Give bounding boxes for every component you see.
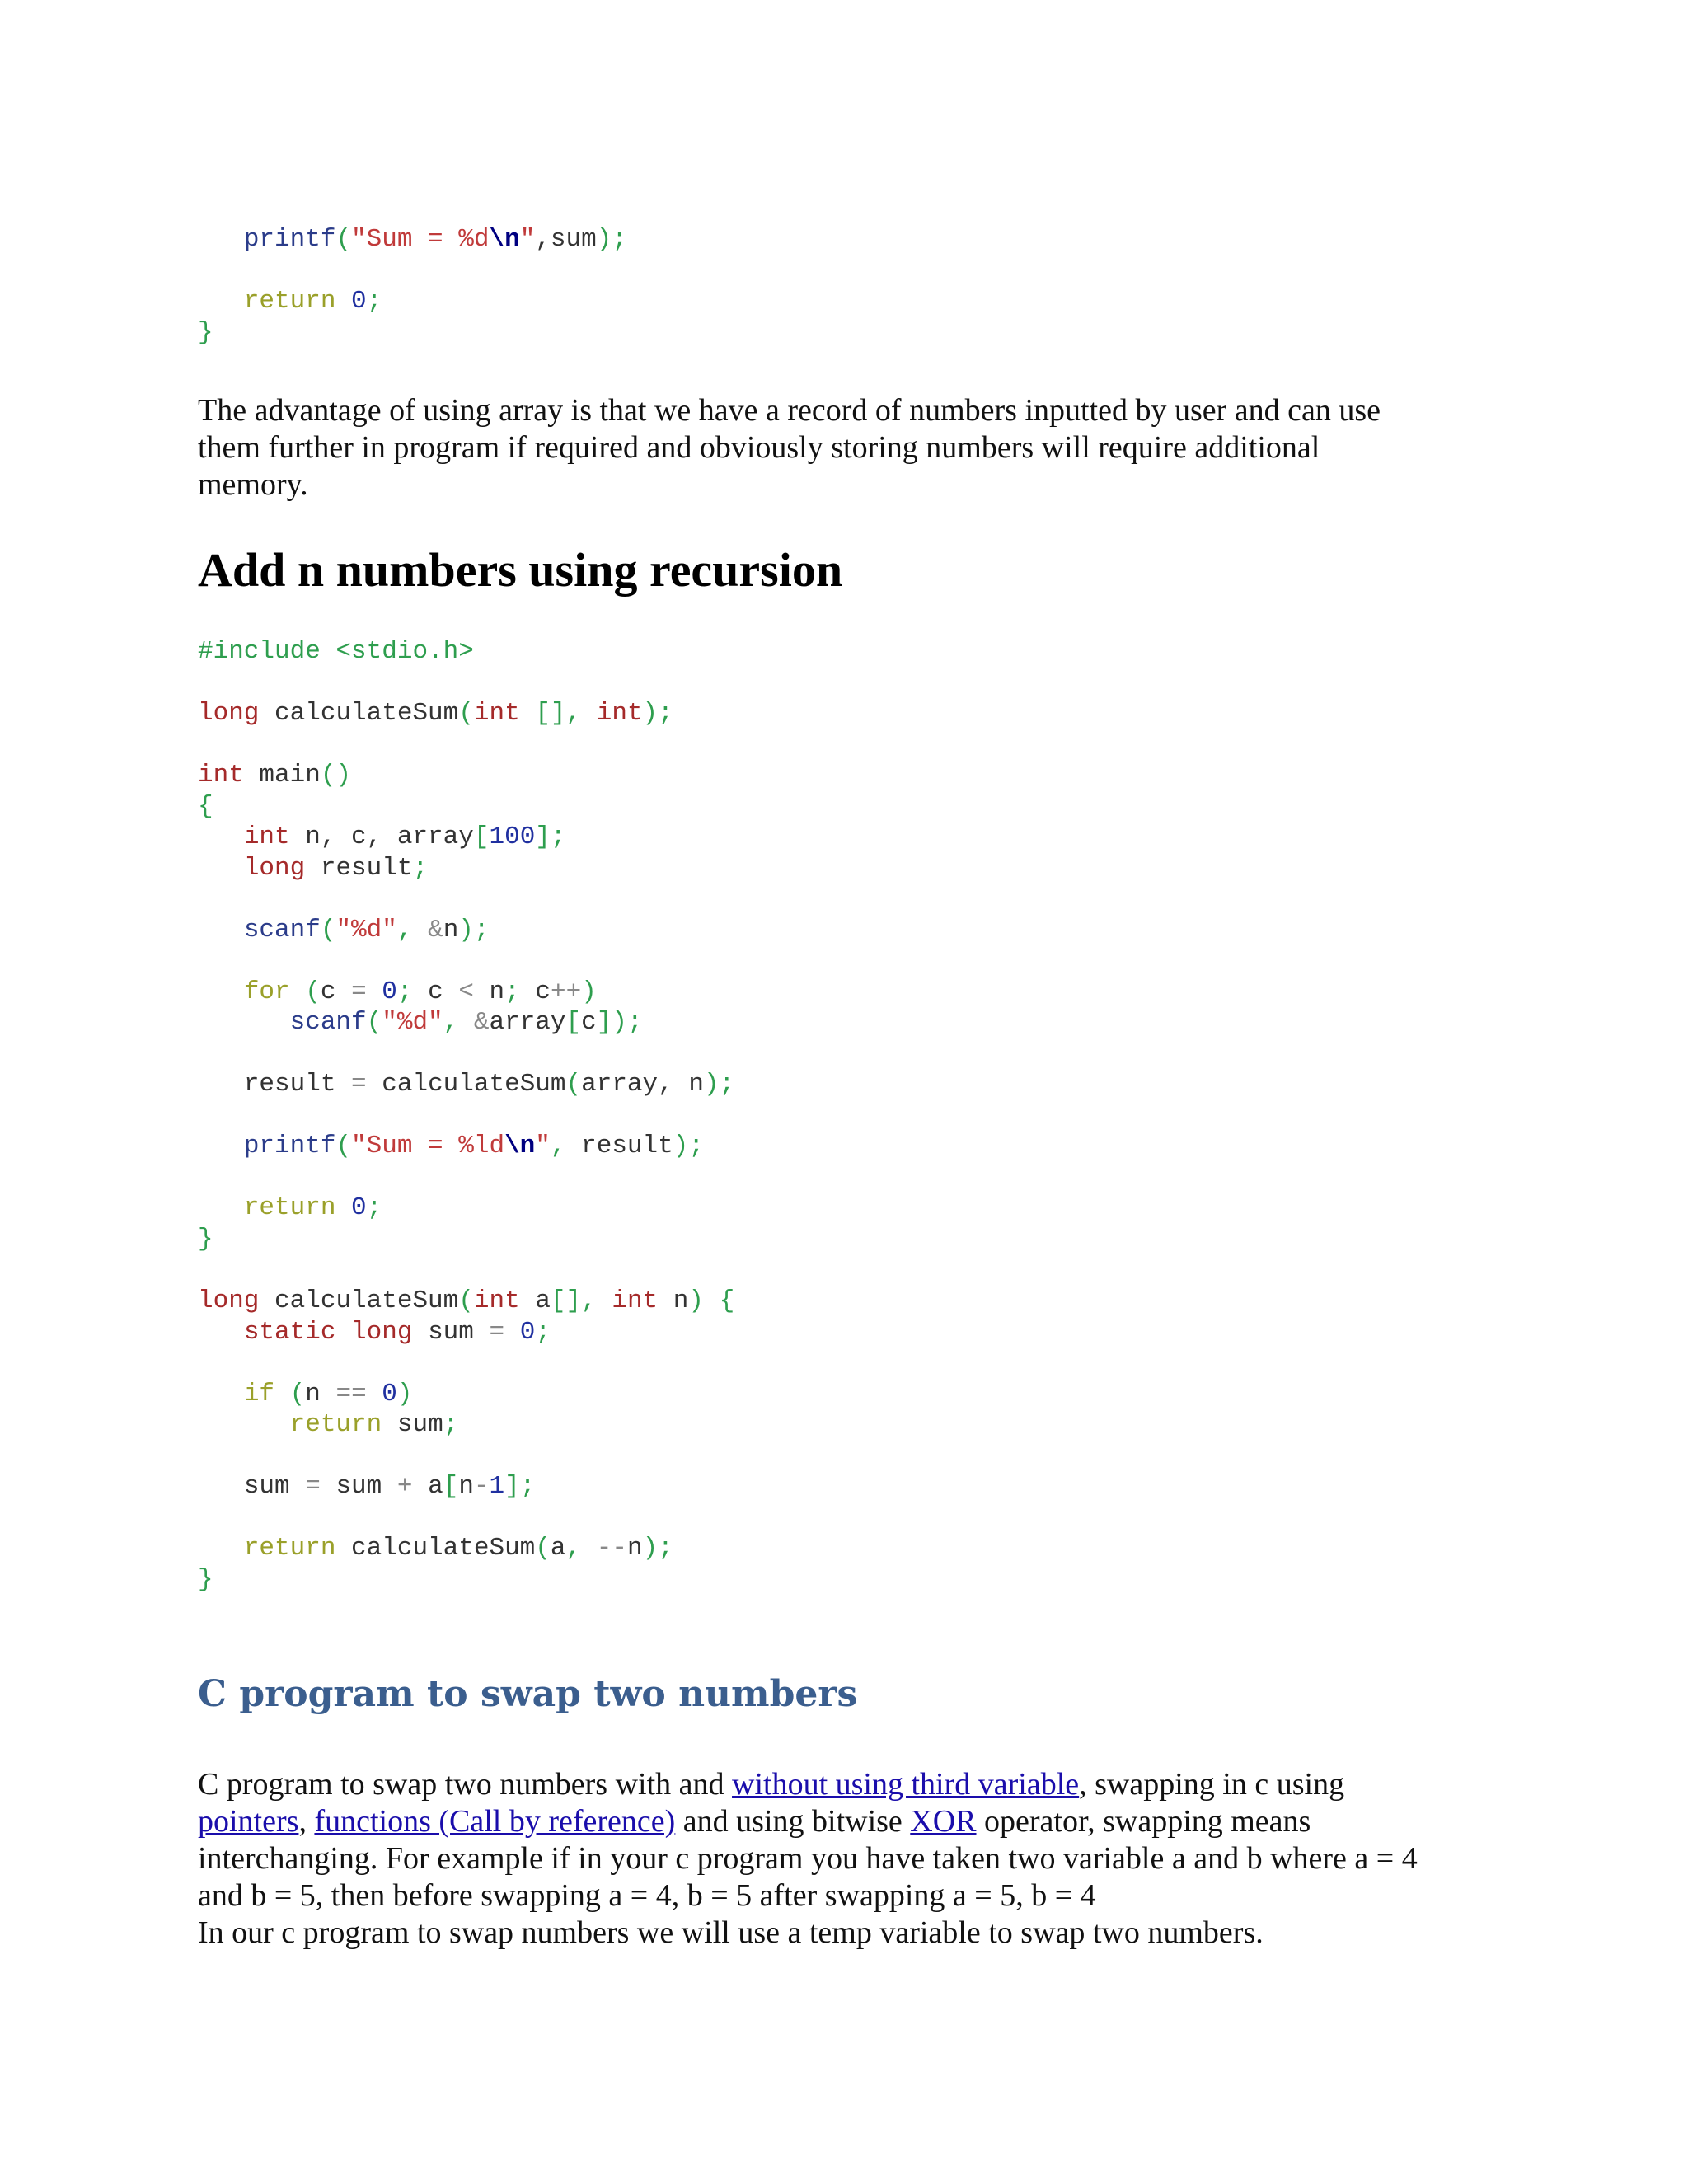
swap-line-4: and b = 5, then before swapping a = 4, b = 5 after swapping a = 5, b = 4 <box>198 1878 1096 1913</box>
code-line-return-recursive: return calculateSum(a, --n); <box>243 1534 673 1563</box>
advantage-line-1: The advantage of using array is that we have a record of numbers inputted by user and can use <box>198 393 1381 428</box>
code-line-scanf-n: scanf("%d", &n); <box>243 915 490 944</box>
advantage-line-3: memory. <box>198 467 308 502</box>
code-block-calculate-sum <box>198 1286 734 1595</box>
code-line-sum-assign: sum = sum + a[n-1]; <box>243 1472 536 1501</box>
code-line-for: for (c = 0; c < n; c++) <box>243 977 597 1006</box>
code-line-def: long calculateSum(int a[], int n) { <box>198 1286 735 1315</box>
code-line-printf: printf("Sum = %d\n",sum); <box>243 225 627 254</box>
link-pointers[interactable]: pointers <box>198 1804 299 1839</box>
code-line-prototype: long calculateSum(int [], int); <box>198 699 673 728</box>
swap-line-5: In our c program to swap numbers we will use a temp variable to swap two numbers. <box>198 1915 1264 1950</box>
code-line-return-main: return 0; <box>243 1193 382 1222</box>
code-line-open-brace: { <box>198 791 213 821</box>
code-line-if: if (n == 0) <box>243 1379 413 1408</box>
advantage-line-2: them further in program if required and obviously storing numbers will require additional <box>198 430 1320 465</box>
code-line-static: static long sum = 0; <box>243 1317 551 1347</box>
code-line-close-brace: } <box>198 317 213 347</box>
recursion-heading: Add n numbers using recursion <box>198 543 843 597</box>
link-xor[interactable]: XOR <box>910 1804 977 1839</box>
swap-line-2: pointers, functions (Call by reference) and using bitwise XOR operator, swapping means <box>198 1804 1311 1839</box>
code-line-return: return 0; <box>243 287 382 316</box>
code-line-function-close: } <box>198 1564 213 1594</box>
swap-paragraph <box>198 1766 1418 1952</box>
link-functions-call-by-reference[interactable]: functions (Call by reference) <box>314 1804 676 1839</box>
code-line-main: int main() <box>198 761 352 790</box>
swap-heading: C program to swap two numbers <box>198 1673 858 1715</box>
code-block-recursion <box>198 636 734 1254</box>
code-line-result-decl: long result; <box>243 853 429 883</box>
code-block-array-sum-tail <box>198 224 627 348</box>
code-line-printf-result: printf("Sum = %ld\n", result); <box>243 1132 704 1160</box>
code-line-include: #include <stdio.h> <box>198 637 474 666</box>
advantage-paragraph <box>198 392 1381 504</box>
code-line-scanf-array: scanf("%d", &array[c]); <box>289 1008 643 1037</box>
swap-line-1: C program to swap two numbers with and without using third variable, swapping in c using <box>198 1767 1345 1802</box>
code-line-result-assign: result = calculateSum(array, n); <box>243 1070 735 1099</box>
code-line-main-close: } <box>198 1224 213 1254</box>
code-line-return-sum: return sum; <box>289 1410 459 1439</box>
swap-line-3: interchanging. For example if in your c program you have taken two variable a and b where a = 4 <box>198 1841 1418 1876</box>
code-line-vars: int n, c, array[100]; <box>243 823 566 851</box>
link-without-third-variable[interactable]: without using third variable <box>732 1767 1080 1802</box>
